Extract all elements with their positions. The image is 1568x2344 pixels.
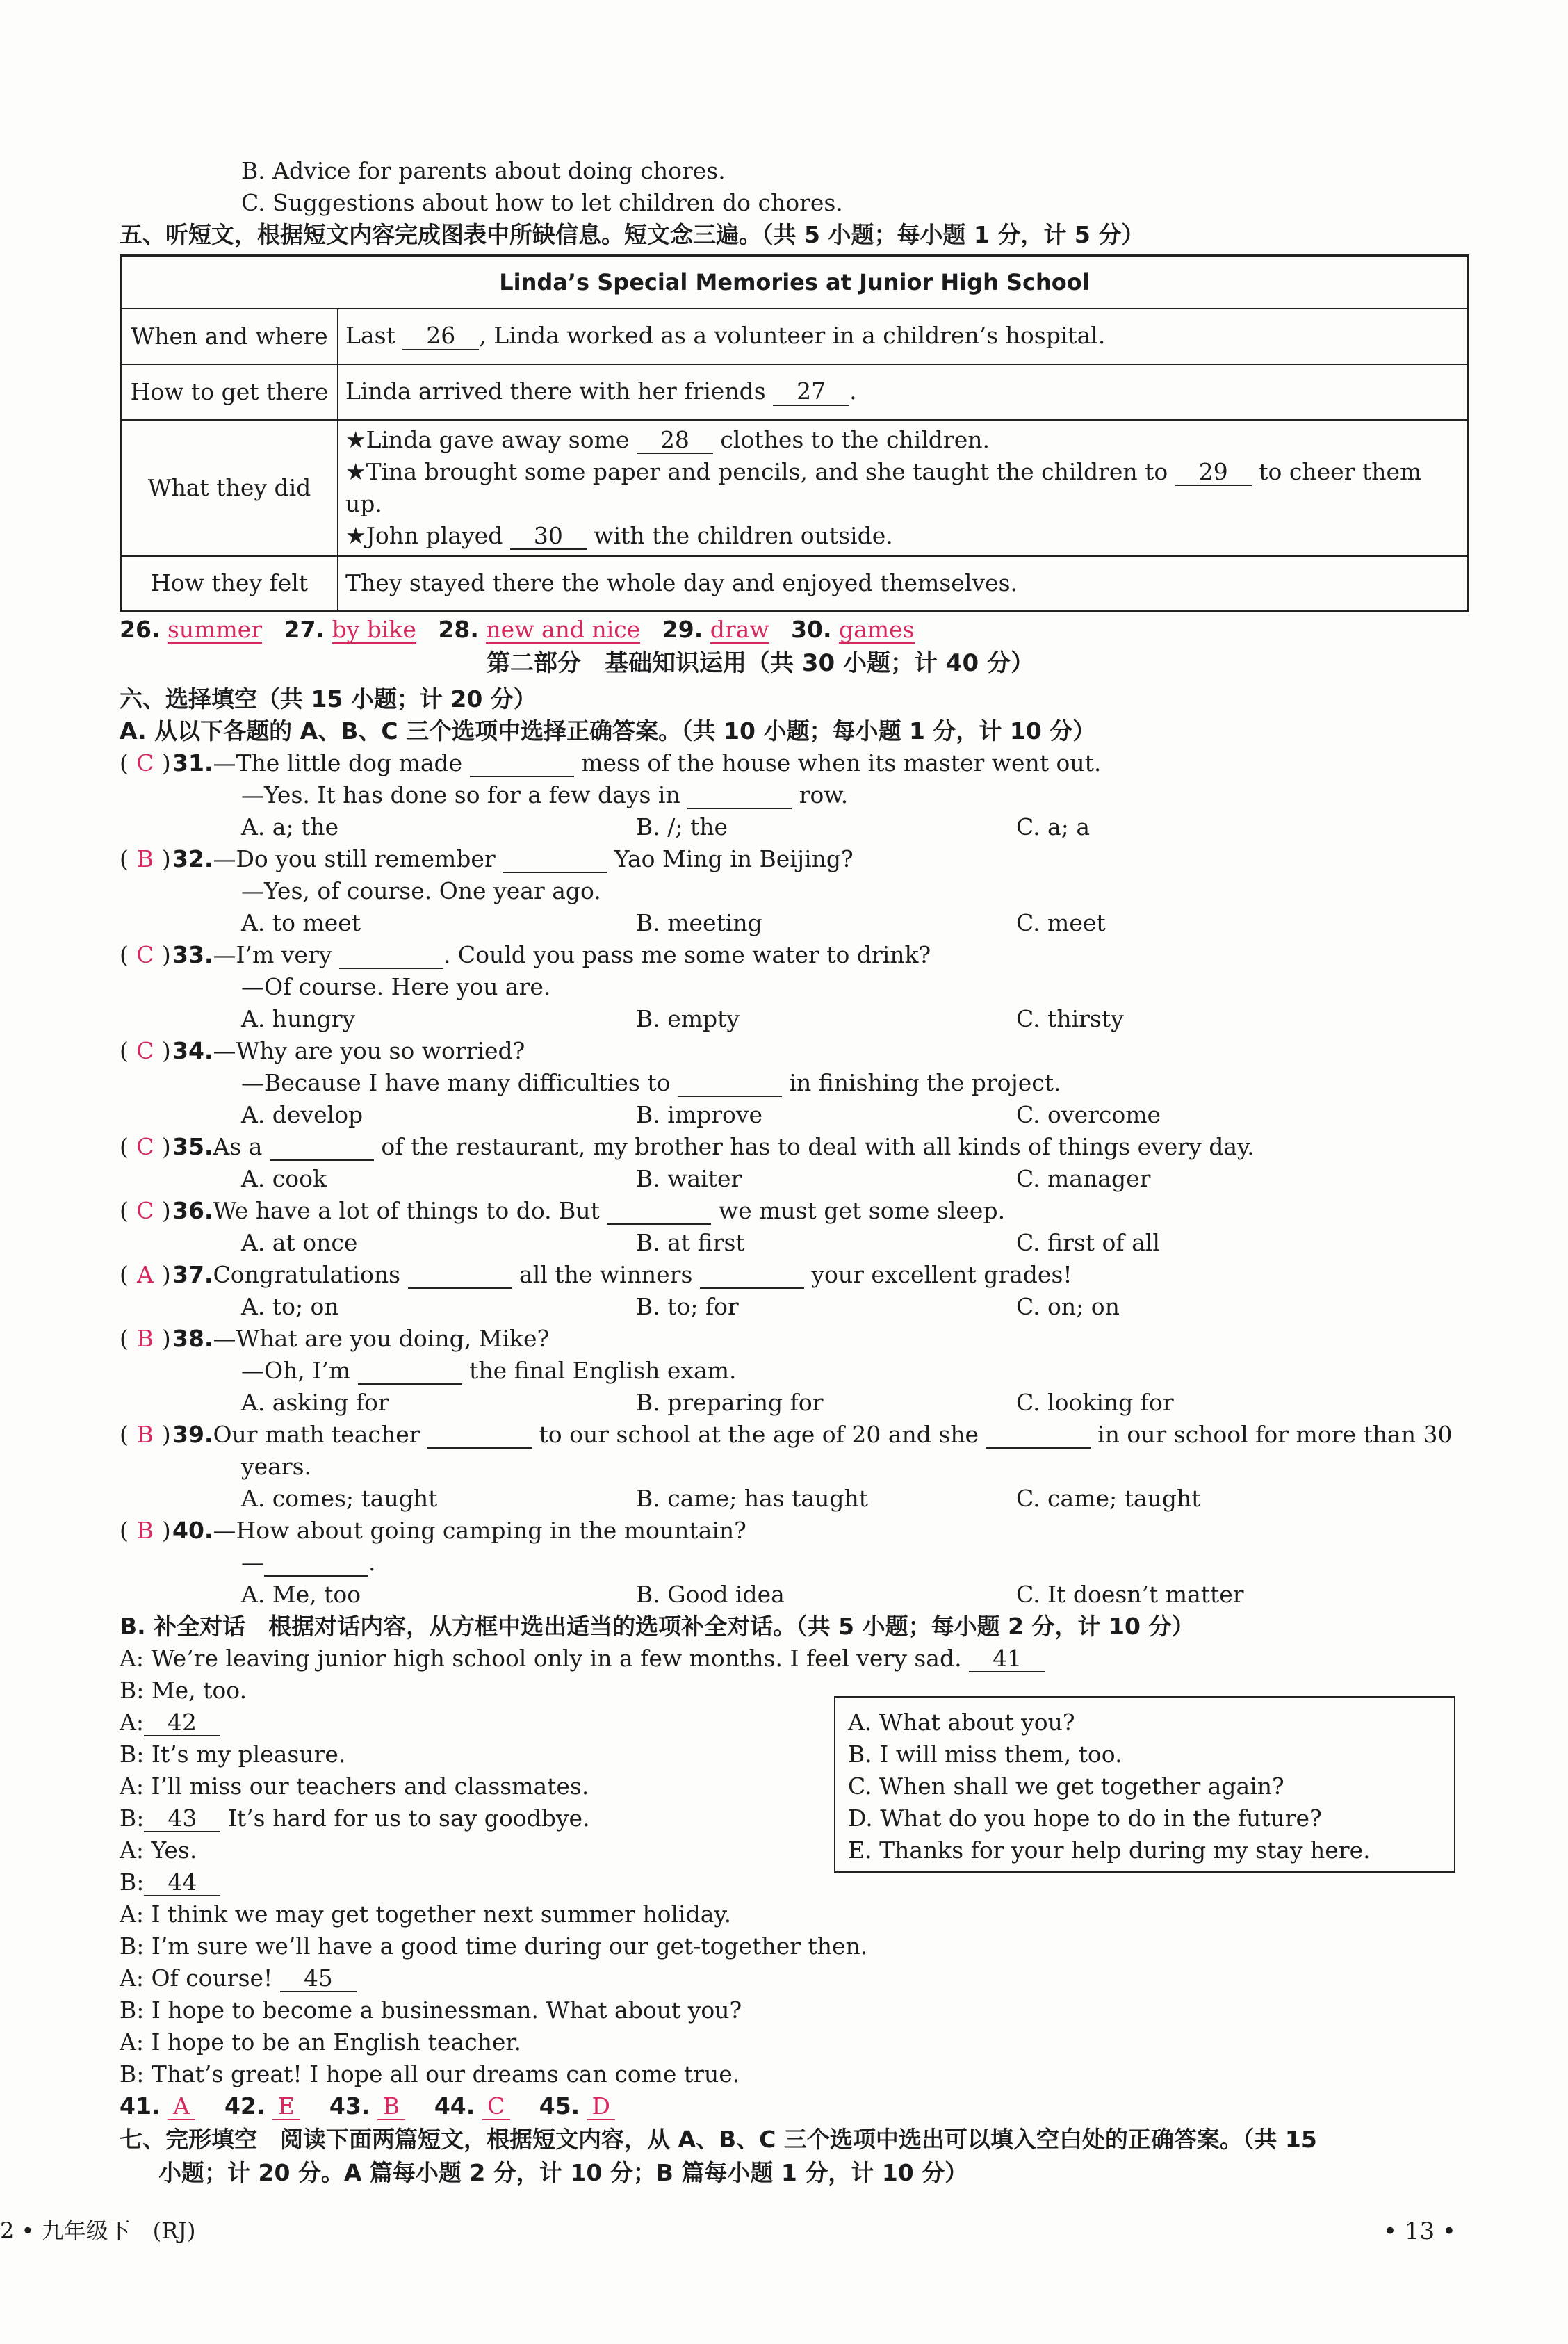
row-text: , Linda worked as a volunteer in a children’s hospital. <box>479 322 1106 350</box>
answer-num: 42. <box>224 2092 266 2119</box>
blank-30: 30 <box>510 523 587 550</box>
did-text: to cheer them up. <box>345 457 1422 517</box>
option-b: B. Good idea <box>636 1581 785 1608</box>
answer-num: 45. <box>539 2092 580 2119</box>
question-text: . Could you pass me some water to drink? <box>443 941 931 968</box>
blank-28: 28 <box>637 428 713 454</box>
answer-num: 28. <box>438 616 479 643</box>
question-text: the final English exam. <box>469 1357 737 1384</box>
section6a-heading: A. 从以下各题的 A、B、C 三个选项中选择正确答案。（共 10 小题；每小题 1 分，计 10 分） <box>120 717 1096 744</box>
question-33: ( C )33.—I’m very . Could you pass me some water to drink? <box>120 941 931 968</box>
answer-value: B <box>136 1421 154 1448</box>
answer-value: B <box>377 2094 405 2120</box>
answer-value: B <box>136 845 154 872</box>
dialogue-line: B: Me, too. <box>120 1677 247 1704</box>
answer-num: 43. <box>329 2092 370 2119</box>
option-a: A. at once <box>241 1229 358 1256</box>
answer-num: 44. <box>434 2092 475 2119</box>
dialogue-line: A: Yes. <box>120 1837 197 1864</box>
dialogue-text: A: <box>120 1709 144 1736</box>
option-c: C. meet <box>1016 909 1106 936</box>
question-text: to our school at the age of 20 and she <box>539 1421 979 1448</box>
question-31: ( C )31.—The little dog made mess of the house when its master went out. <box>120 749 1102 776</box>
option-a: A. comes; taught <box>241 1485 438 1512</box>
answer-value: games <box>839 616 915 643</box>
dialogue-text: B: <box>120 1869 145 1896</box>
star-icon: ★ <box>345 521 366 549</box>
row-label: How to get there <box>121 364 338 420</box>
dialogue-line <box>120 1645 1045 1672</box>
did-text: Tina brought some paper and pencils, and she taught the children to <box>366 457 1168 485</box>
answer-value: D <box>587 2094 615 2120</box>
star-icon: ★ <box>345 425 366 453</box>
question-text: all the winners <box>519 1261 693 1288</box>
question-40-line2 <box>241 1549 376 1577</box>
blank-27: 27 <box>773 379 849 405</box>
question-text: years. <box>241 1453 312 1480</box>
option-a: A. a; the <box>241 813 339 840</box>
question-text: —Yes, of course. One year ago. <box>241 877 601 904</box>
question-38-line2 <box>241 1357 736 1385</box>
question-num: 32. <box>172 845 213 872</box>
question-text: As a <box>213 1133 263 1160</box>
question-text: . <box>368 1549 376 1576</box>
box-option: A. What about you? <box>848 1709 1075 1736</box>
question-text: —The little dog made <box>213 749 463 776</box>
question-text: in finishing the project. <box>789 1069 1061 1096</box>
option-a: A. develop <box>241 1101 364 1128</box>
did-text: clothes to the children. <box>720 425 990 453</box>
question-text: Congratulations <box>213 1261 401 1288</box>
row-content <box>338 420 1469 556</box>
option-b: B. came; has taught <box>636 1485 868 1512</box>
question-num: 40. <box>172 1517 213 1544</box>
option-b: B. improve <box>636 1101 763 1128</box>
blank-45: 45 <box>280 1966 357 1992</box>
option-b: B. waiter <box>636 1165 742 1192</box>
option-c: C. thirsty <box>1016 1005 1124 1032</box>
part2-heading: 第二部分 基础知识运用（共 30 小题；计 40 分） <box>487 649 1034 677</box>
answer-num: 29. <box>662 616 703 643</box>
question-text: We have a lot of things to do. But <box>213 1197 600 1224</box>
answer-num: 26. <box>120 616 161 643</box>
question-text: we must get some sleep. <box>718 1197 1006 1224</box>
dialogue-line: B: That’s great! I hope all our dreams can come true. <box>120 2060 740 2087</box>
dialogue-line: B: It’s my pleasure. <box>120 1741 346 1768</box>
answer-num: 27. <box>284 616 325 643</box>
table-row <box>121 364 1469 420</box>
blank-26: 26 <box>402 323 479 350</box>
option-c: C. looking for <box>1016 1389 1174 1416</box>
row-text: Linda arrived there with her friends <box>345 377 766 405</box>
blank-42: 42 <box>144 1710 220 1736</box>
answer-value: C <box>136 1037 154 1064</box>
dialogue-text: A: We’re leaving junior high school only in a few months. I feel very sad. <box>120 1645 962 1672</box>
answer-value: C <box>136 1197 154 1224</box>
question-40: ( B )40.—How about going camping in the mountain? <box>120 1517 746 1544</box>
row-label: How they felt <box>121 556 338 612</box>
option-c: C. came; taught <box>1016 1485 1201 1512</box>
question-text: mess of the house when its master went out. <box>581 749 1102 776</box>
option-c: C. a; a <box>1016 813 1091 840</box>
question-32: ( B )32.—Do you still remember Yao Ming in Beijing? <box>120 845 854 872</box>
question-text: your excellent grades! <box>811 1261 1072 1288</box>
answer-value: B <box>136 1517 154 1544</box>
blank-44: 44 <box>144 1870 220 1896</box>
option-c: C. overcome <box>1016 1101 1161 1128</box>
question-num: 36. <box>172 1197 213 1224</box>
option-b: B. empty <box>636 1005 740 1032</box>
dialogue-text: B: <box>120 1805 145 1832</box>
box-option: D. What do you hope to do in the future? <box>848 1805 1322 1832</box>
option-c: C. manager <box>1016 1165 1151 1192</box>
row-label: What they did <box>121 420 338 556</box>
answer-value: summer <box>167 616 263 643</box>
answers-5 <box>120 616 915 644</box>
row-text: . <box>849 377 857 405</box>
answer-value: new and nice <box>486 616 641 643</box>
option-c-line: C. Suggestions about how to let children do chores. <box>241 189 843 216</box>
dialogue-line <box>120 1805 590 1832</box>
row-content <box>338 309 1469 364</box>
option-a: A. to meet <box>241 909 361 936</box>
question-38: ( B )38.—What are you doing, Mike? <box>120 1325 550 1352</box>
row-content: They stayed there the whole day and enjoyed themselves. <box>338 556 1469 612</box>
question-text: —Because I have many difficulties to <box>241 1069 671 1096</box>
box-option: E. Thanks for your help during my stay here. <box>848 1837 1371 1864</box>
star-icon: ★ <box>345 457 366 485</box>
question-37: ( A )37.Congratulations all the winners your excellent grades! <box>120 1261 1072 1288</box>
answer-value: C <box>136 941 154 968</box>
question-num: 38. <box>172 1325 213 1352</box>
section6-heading: 六、选择填空（共 15 小题；计 20 分） <box>120 685 537 713</box>
section7-heading-line2: 小题；计 20 分。A 篇每小题 2 分，计 10 分；B 篇每小题 1 分，计 10 分） <box>158 2159 968 2186</box>
question-text: Our math teacher <box>213 1421 420 1448</box>
question-text: —How about going camping in the mountain? <box>213 1517 746 1544</box>
did-text: John played <box>366 521 503 549</box>
option-b: B. to; for <box>636 1293 739 1320</box>
dialogue-line <box>120 1964 357 1992</box>
options-box <box>834 1696 1455 1873</box>
did-text: with the children outside. <box>594 521 893 549</box>
answer-value: A <box>136 1261 154 1288</box>
option-c: C. first of all <box>1016 1229 1160 1256</box>
question-39: ( B )39.Our math teacher to our school at the age of 20 and she in our school for more than 30 <box>120 1421 1453 1448</box>
question-text: in our school for more than 30 <box>1097 1421 1453 1448</box>
dialogue-line: B: I’m sure we’ll have a good time during our get-together then. <box>120 1932 868 1960</box>
page-number: • 13 • <box>1383 2217 1456 2245</box>
memories-table <box>120 254 1469 612</box>
option-b: B. at first <box>636 1229 745 1256</box>
question-31-line2 <box>241 781 848 809</box>
question-text: Yao Ming in Beijing? <box>614 845 854 872</box>
question-text: of the restaurant, my brother has to deal with all kinds of things every day. <box>381 1133 1255 1160</box>
question-num: 39. <box>172 1421 213 1448</box>
dialogue-line: B: I hope to become a businessman. What about you? <box>120 1996 742 2024</box>
question-num: 33. <box>172 941 213 968</box>
dialogue-line: A: I think we may get together next summer holiday. <box>120 1901 732 1928</box>
question-num: 31. <box>172 749 213 776</box>
blank-29: 29 <box>1175 459 1252 486</box>
option-a: A. to; on <box>241 1293 339 1320</box>
table-title: Linda’s Special Memories at Junior High School <box>121 256 1469 309</box>
footer-grade: 2 • 九年级下 (RJ) <box>0 2217 196 2244</box>
option-b: B. preparing for <box>636 1389 824 1416</box>
option-a: A. cook <box>241 1165 327 1192</box>
answer-value: C <box>136 1133 154 1160</box>
option-a: A. Me, too <box>241 1581 361 1608</box>
question-text: —Of course. Here you are. <box>241 973 551 1000</box>
box-option: B. I will miss them, too. <box>848 1741 1122 1768</box>
dialogue-text: It’s hard for us to say goodbye. <box>227 1805 590 1832</box>
box-option: C. When shall we get together again? <box>848 1773 1284 1800</box>
dialogue-line <box>120 1869 220 1896</box>
question-text: — <box>241 1549 264 1576</box>
row-text: Last <box>345 322 395 350</box>
did-text: Linda gave away some <box>366 425 630 453</box>
answer-value: A <box>168 2094 195 2120</box>
question-34-line2 <box>241 1069 1061 1097</box>
answer-num: 41. <box>120 2092 161 2119</box>
option-a: A. asking for <box>241 1389 389 1416</box>
answer-value: E <box>272 2094 300 2120</box>
dialogue-line: A: I hope to be an English teacher. <box>120 2028 522 2056</box>
row-content <box>338 364 1469 420</box>
question-34: ( C )34.—Why are you so worried? <box>120 1037 525 1064</box>
option-b: B. /; the <box>636 813 728 840</box>
row-label: When and where <box>121 309 338 364</box>
question-text: row. <box>799 781 849 808</box>
question-text: —Do you still remember <box>213 845 496 872</box>
dialogue-text: A: Of course! <box>120 1964 273 1992</box>
answers-B <box>120 2092 615 2120</box>
option-b-line: B. Advice for parents about doing chores. <box>241 157 726 184</box>
table-row <box>121 309 1469 364</box>
question-text: —Yes. It has done so for a few days in <box>241 781 680 808</box>
sectionB-heading: B. 补全对话 根据对话内容，从方框中选出适当的选项补全对话。（共 5 小题；每小题 2 分，计 10 分） <box>120 1613 1195 1640</box>
answer-value: B <box>136 1325 154 1352</box>
table-row <box>121 420 1469 556</box>
question-36: ( C )36.We have a lot of things to do. But we must get some sleep. <box>120 1197 1006 1224</box>
answer-value: by bike <box>332 616 416 643</box>
blank-41: 41 <box>969 1646 1045 1672</box>
question-text: —I’m very <box>213 941 332 968</box>
question-num: 34. <box>172 1037 213 1064</box>
question-num: 37. <box>172 1261 213 1288</box>
option-a: A. hungry <box>241 1005 356 1032</box>
question-35: ( C )35.As a of the restaurant, my brother has to deal with all kinds of things every day. <box>120 1133 1255 1160</box>
dialogue-line: A: I’ll miss our teachers and classmates. <box>120 1773 589 1800</box>
option-c: C. It doesn’t matter <box>1016 1581 1244 1608</box>
section7-heading: 七、完形填空 阅读下面两篇短文，根据短文内容，从 A、B、C 三个选项中选出可以填入空白处的正确答案。（共 15 <box>120 2126 1317 2153</box>
answer-value: draw <box>710 616 769 643</box>
question-num: 35. <box>172 1133 213 1160</box>
answer-value: C <box>136 749 154 776</box>
section5-heading: 五、听短文，根据短文内容完成图表中所缺信息。短文念三遍。（共 5 小题；每小题 1 分，计 5 分） <box>120 221 1145 248</box>
option-b: B. meeting <box>636 909 762 936</box>
table-row <box>121 556 1469 612</box>
option-c: C. on; on <box>1016 1293 1120 1320</box>
answer-num: 30. <box>791 616 832 643</box>
dialogue-line <box>120 1709 220 1736</box>
question-text: —What are you doing, Mike? <box>213 1325 550 1352</box>
question-text: —Why are you so worried? <box>213 1037 525 1064</box>
blank-43: 43 <box>144 1806 220 1832</box>
question-text: —Oh, I’m <box>241 1357 351 1384</box>
answer-value: C <box>482 2094 510 2120</box>
